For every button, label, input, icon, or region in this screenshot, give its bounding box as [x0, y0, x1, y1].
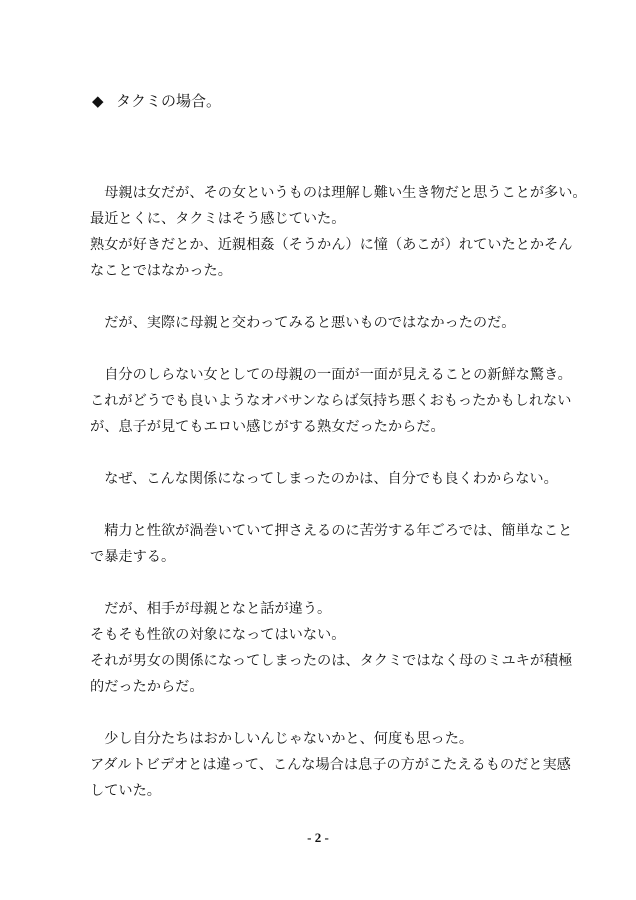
- text-line: なことではなかった。: [90, 263, 232, 279]
- text-line: 精力と性欲が渦巻いていて押さえるのに苦労する年ごろでは、簡単なこと: [90, 523, 573, 539]
- paragraph-1: [90, 180, 587, 284]
- text-line: 自分のしらない女としての母親の一面が一面が見えることの新鮮な驚き。: [90, 367, 572, 383]
- text-line: だが、相手が母親となと話が違う。: [90, 601, 332, 617]
- section-title: タクミの場合。: [116, 92, 222, 110]
- text-line: が、息子が見てもエロい感じがする熟女だったからだ。: [90, 419, 445, 435]
- text-line: これがどうでも良いようなオバサンならば気持ち悪くおもったかもしれない: [90, 393, 572, 409]
- section-heading: [92, 90, 221, 112]
- text-line: 母親は女だが、その女というものは理解し難い生き物だと思うことが多い。: [90, 185, 587, 201]
- text-line: で暴走する。: [90, 549, 176, 565]
- text-line: なぜ、こんな関係になってしまったのかは、自分でも良くわからない。: [90, 471, 558, 487]
- diamond-bullet-icon: ◆: [92, 92, 104, 110]
- text-line: していた。: [90, 783, 161, 799]
- text-line: 少し自分たちはおかしいんじゃないかと、何度も思った。: [90, 731, 474, 747]
- paragraph-7: [90, 726, 571, 804]
- paragraph-6: [90, 596, 573, 700]
- paragraph-3: [90, 362, 572, 440]
- text-line: 熟女が好きだとか、近親相姦（そうかん）に憧（あこが）れていたとかそん: [90, 237, 573, 253]
- text-line: そもそも性欲の対象になってはいない。: [90, 627, 346, 643]
- text-line: 的だったからだ。: [90, 679, 204, 695]
- paragraph-2: [90, 310, 560, 336]
- body-text: [90, 180, 587, 830]
- text-line: アダルトビデオとは違って、こんな場合は息子の方がこたえるものだと実感: [90, 757, 571, 773]
- paragraph-5: [90, 518, 573, 570]
- text-line: 最近とくに、タクミはそう感じていた。: [90, 211, 346, 227]
- page-number: - 2 -: [307, 830, 329, 845]
- text-line: だが、実際に母親と交わってみると悪いものではなかったのだ。: [90, 315, 516, 331]
- paragraph-4: [90, 466, 560, 492]
- text-line: それが男女の関係になってしまったのは、タクミではなく母のミユキが積極: [90, 653, 573, 669]
